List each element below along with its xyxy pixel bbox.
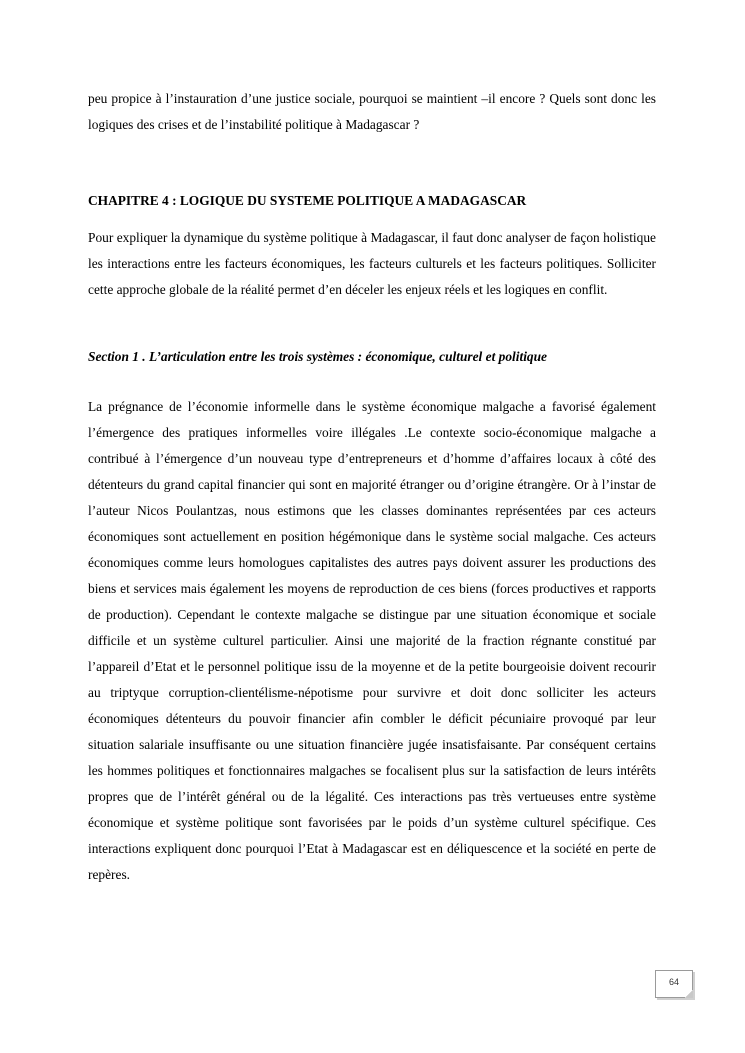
paragraph-1: Pour expliquer la dynamique du système politique à Madagascar, il faut donc analyser de façon holistique les interactions entre les facteurs économiques, les facteurs culturels et les facteurs politiques. Solliciter cette approche globale de la réalité permet d’en déceler les enjeux réels et les logiques en conflit.: [88, 230, 656, 297]
paragraph-2: La prégnance de l’économie informelle dans le système économique malgache a favorisé également l’émergence des pratiques informelles voire illégales .Le contexte socio-économique malgache a contribué à l’émergence d’un nouveau type d’entrepreneurs et d’homme d’affaires locaux à côté des détenteurs du grand capital financier qui sont en majorité étranger ou d’origine étrangère. Or à l’instar de l’auteur Nicos Poulantzas, nous estimons que les classes dominantes représentées par ces acteurs économiques sont actuellement en position hégémonique dans le système social malgache. Ces acteurs économiques comme leurs homologues capitalistes des autres pays doivent assurer les productions des biens et services mais également les moyens de reproduction de ces biens (forces productives et rapports de production). Cependant le contexte malgache se distingue par une situation économique et sociale difficile et un système culturel particulier. Ainsi une majorité de la fraction régnante constitué par l’appareil d’Etat et le personnel politique issu de la moyenne et de la petite bourgeoisie doivent recourir au triptyque corruption-clientélisme-népotisme pour survivre et doit donc solliciter les acteurs économiques détenteurs du pouvoir financier afin combler le déficit pécuniaire provoqué par leur situation salariale insuffisante ou une situation financière jugée insatisfaisante. Par conséquent certains les hommes politiques et fonctionnaires malgaches se focalisent plus sur la satisfaction de leurs intérêts propres que de l’intérêt général ou de la légalité. Ces interactions pas très vertueuses entre système économique et système politique sont favorisées par le poids d’un système culturel spécifique. Ces interactions expliquent donc pourquoi l’Etat à Madagascar est en déliquescence et la société en perte de repères.: [88, 399, 656, 882]
chapter-title: CHAPITRE 4 : LOGIQUE DU SYSTEME POLITIQUE A MADAGASCAR: [88, 193, 527, 208]
page-number: 64: [668, 977, 679, 987]
intro-paragraph: peu propice à l’instauration d’une justice sociale, pourquoi se maintient –il encore ? Quels sont donc les logiques des crises et de l’instabilité politique à Madagascar ?: [88, 91, 656, 132]
section-title: Section 1 . L’articulation entre les trois systèmes : économique, culturel et politique: [88, 349, 547, 364]
page-number-box: [655, 970, 693, 998]
